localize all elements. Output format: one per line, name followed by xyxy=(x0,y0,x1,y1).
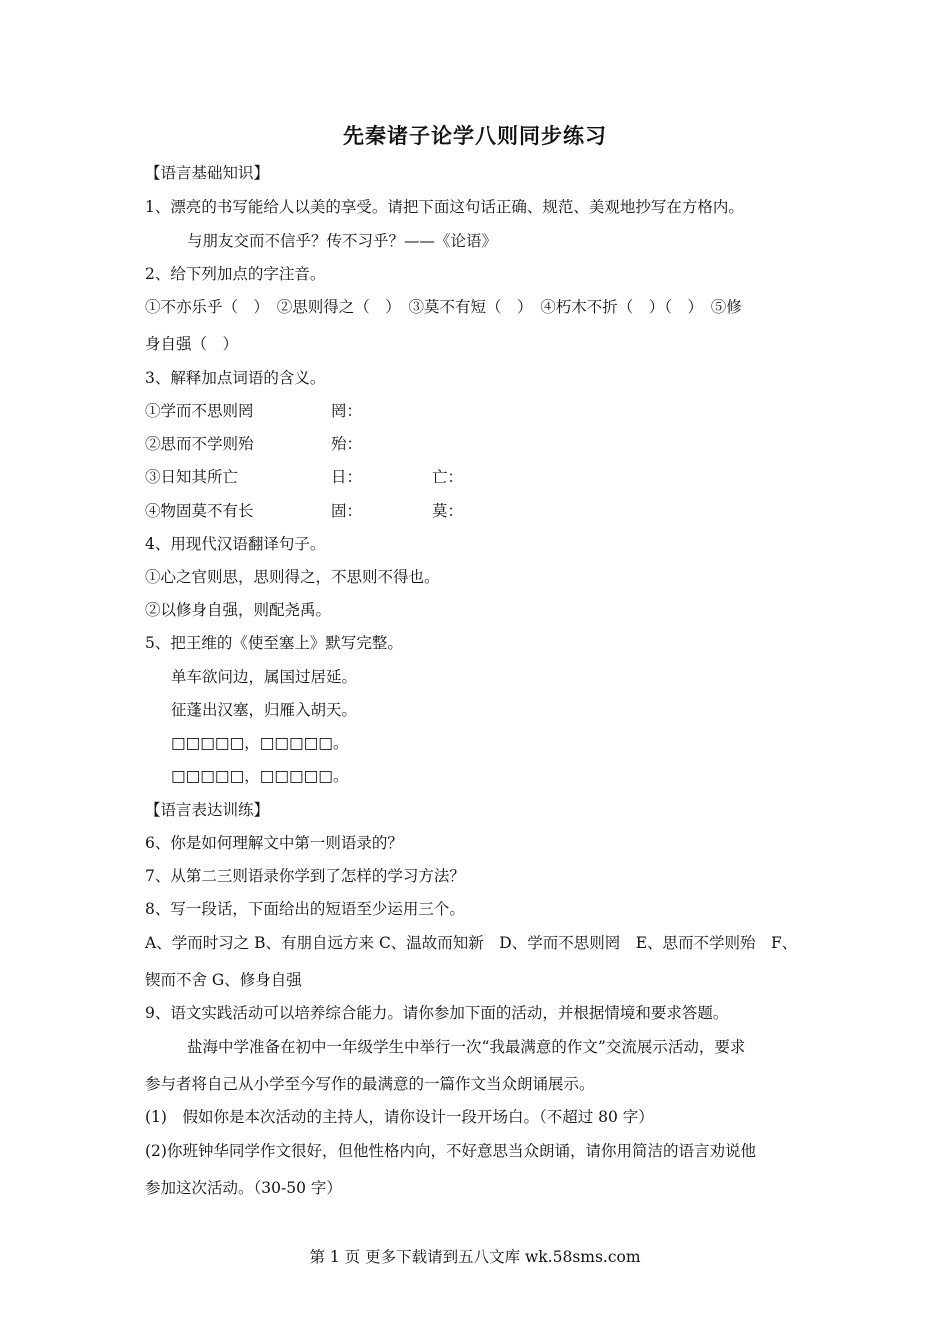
question-9-sub-2-line1: (2)你班钟华同学作文很好，但他性格内向，不好意思当众朗诵，请你用简洁的语言劝说他 xyxy=(145,1142,756,1160)
question-2: 2、给下列加点的字注音。 xyxy=(145,265,326,283)
section-heading-expression: 【语言表达训练】 xyxy=(145,801,270,819)
poem-line: 征蓬出汉塞，归雁入胡天。 xyxy=(171,701,358,719)
question-2-items-line1: ①不亦乐乎（ ） ②思则得之（ ） ③莫不有短（ ） ④朽木不折（ ）（ ） ⑤修 xyxy=(145,298,742,316)
question-3: 3、解释加点词语的含义。 xyxy=(145,369,326,387)
question-7: 7、从第二三则语录你学到了怎样的学习方法？ xyxy=(145,867,465,885)
poem-blank-line: □□□□□，□□□□□。 xyxy=(171,734,349,752)
question-8: 8、写一段话，下面给出的短语至少运用三个。 xyxy=(145,900,465,918)
question-9-sub-1: (1) 假如你是本次活动的主持人，请你设计一段开场白。（不超过 80 字） xyxy=(145,1108,654,1126)
question-3-word: 莫： xyxy=(432,502,464,520)
question-3-phrase: ③日知其所亡 xyxy=(145,468,239,486)
question-9: 9、语文实践活动可以培养综合能力。请你参加下面的活动，并根据情境和要求答题。 xyxy=(145,1004,729,1022)
question-8-options-line1: A、学而时习之 B、有朋自远方来 C、温故而知新 D、学而不思则罔 E、思而不学则殆 F、 xyxy=(145,934,798,952)
question-8-options-line2: 锲而不舍 G、修身自强 xyxy=(145,971,302,989)
question-3-word: 殆： xyxy=(331,435,363,453)
question-9-sub-2-line2: 参加这次活动。（30-50 字） xyxy=(145,1179,342,1197)
question-5: 5、把王维的《使至塞上》默写完整。 xyxy=(145,634,403,652)
section-heading-basic: 【语言基础知识】 xyxy=(145,164,270,182)
question-6: 6、你是如何理解文中第一则语录的？ xyxy=(145,834,403,852)
question-4-sentence-2: ②以修身自强，则配尧禹。 xyxy=(145,601,332,619)
question-9-intro-line1: 盐海中学准备在初中一年级学生中举行一次“我最满意的作文”交流展示活动，要求 xyxy=(187,1038,746,1056)
question-3-word: 亡： xyxy=(432,468,464,486)
question-1-quote: 与朋友交而不信乎？传不习乎？——《论语》 xyxy=(187,232,498,250)
question-3-phrase: ④物固莫不有长 xyxy=(145,502,254,520)
question-3-word: 日： xyxy=(331,468,363,486)
page-footer: 第 1 页 更多下载请到五八文库 wk.58sms.com xyxy=(309,1248,641,1266)
question-3-word: 罔： xyxy=(331,402,363,420)
question-9-intro-line2: 参与者将自己从小学至今写作的最满意的一篇作文当众朗诵展示。 xyxy=(145,1075,595,1093)
question-2-items-line2: 身自强（ ） xyxy=(145,335,239,353)
question-1: 1、漂亮的书写能给人以美的享受。请把下面这句话正确、规范、美观地抄写在方格内。 xyxy=(145,198,744,216)
question-3-word: 固： xyxy=(331,502,363,520)
page-title: 先秦诸子论学八则同步练习 xyxy=(343,124,607,148)
poem-line: 单车欲问边，属国过居延。 xyxy=(171,668,358,686)
question-4: 4、用现代汉语翻译句子。 xyxy=(145,535,326,553)
question-3-phrase: ①学而不思则罔 xyxy=(145,402,254,420)
question-3-phrase: ②思而不学则殆 xyxy=(145,435,254,453)
poem-blank-line: □□□□□，□□□□□。 xyxy=(171,767,349,785)
question-4-sentence-1: ①心之官则思，思则得之，不思则不得也。 xyxy=(145,568,440,586)
